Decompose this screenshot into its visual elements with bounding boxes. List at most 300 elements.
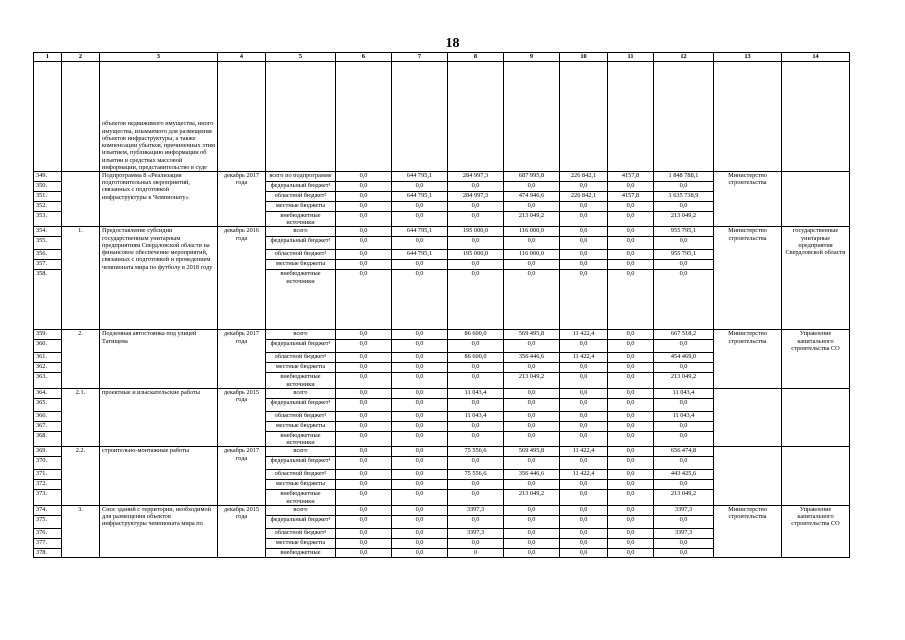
amount-cell: 0,0 bbox=[608, 431, 654, 446]
table-row bbox=[34, 388, 850, 398]
amount-cell: 0,0 bbox=[448, 480, 504, 490]
item-number: 2. bbox=[62, 330, 100, 388]
amount-cell: 0,0 bbox=[448, 431, 504, 446]
row-number: 374. bbox=[34, 505, 62, 515]
amount-cell: 213 049,2 bbox=[504, 212, 560, 227]
amount-cell: 0,0 bbox=[608, 528, 654, 538]
amount-cell: 0,0 bbox=[448, 398, 504, 411]
amount-cell: 0,0 bbox=[560, 373, 608, 388]
row-number: 376. bbox=[34, 528, 62, 538]
amount-cell: 0 bbox=[448, 548, 504, 557]
amount-cell: 0,0 bbox=[392, 260, 448, 270]
amount-cell: 0,0 bbox=[654, 237, 714, 250]
recipient bbox=[782, 447, 850, 505]
row-number: 365. bbox=[34, 398, 62, 411]
amount-cell: 11 422,4 bbox=[560, 470, 608, 480]
amount-cell: 0,0 bbox=[336, 548, 392, 557]
row-number: 373. bbox=[34, 490, 62, 505]
amount-cell: 644 795,1 bbox=[392, 227, 448, 237]
amount-cell: 0,0 bbox=[448, 515, 504, 528]
amount-cell: 0,0 bbox=[608, 490, 654, 505]
funding-source: всего bbox=[266, 388, 336, 398]
amount-cell: 0,0 bbox=[504, 340, 560, 353]
amount-cell: 0,0 bbox=[336, 363, 392, 373]
amount-cell: 356 446,6 bbox=[504, 470, 560, 480]
funding-source: всего bbox=[266, 227, 336, 237]
amount-cell: 0,0 bbox=[608, 548, 654, 557]
table-row bbox=[34, 172, 850, 182]
amount-cell: 0,0 bbox=[448, 212, 504, 227]
amount-cell: 0,0 bbox=[392, 212, 448, 227]
funding-source: федеральный бюджет¹ bbox=[266, 515, 336, 528]
amount-cell: 0,0 bbox=[560, 505, 608, 515]
funding-source: местные бюджеты bbox=[266, 202, 336, 212]
cell bbox=[62, 62, 100, 172]
row-number: 359. bbox=[34, 330, 62, 340]
amount-cell: 0,0 bbox=[448, 182, 504, 192]
col-header: 11 bbox=[608, 53, 654, 62]
amount-cell: 0,0 bbox=[448, 538, 504, 548]
amount-cell: 0,0 bbox=[608, 270, 654, 330]
amount-cell: 11 422,4 bbox=[560, 330, 608, 340]
amount-cell: 0,0 bbox=[608, 212, 654, 227]
amount-cell: 0,0 bbox=[336, 172, 392, 182]
amount-cell: 569 495,8 bbox=[504, 330, 560, 340]
amount-cell: 116 000,0 bbox=[504, 227, 560, 237]
header-row bbox=[34, 53, 850, 62]
cell bbox=[654, 62, 714, 172]
amount-cell: 0,0 bbox=[392, 411, 448, 421]
amount-cell: 0,0 bbox=[560, 270, 608, 330]
amount-cell: 0,0 bbox=[608, 470, 654, 480]
amount-cell: 0,0 bbox=[608, 515, 654, 528]
funding-source: местные бюджеты bbox=[266, 363, 336, 373]
amount-cell: 213 049,2 bbox=[654, 490, 714, 505]
responsible-executor: Министерство строительства bbox=[714, 330, 782, 388]
amount-cell: 0,0 bbox=[654, 548, 714, 557]
row-number: 367. bbox=[34, 421, 62, 431]
amount-cell: 3397,3 bbox=[448, 528, 504, 538]
col-header: 12 bbox=[654, 53, 714, 62]
amount-cell: 0,0 bbox=[448, 490, 504, 505]
amount-cell: 0,0 bbox=[504, 237, 560, 250]
funding-source: местные бюджеты bbox=[266, 260, 336, 270]
funding-source: областной бюджет² bbox=[266, 470, 336, 480]
funding-source: федеральный бюджет¹ bbox=[266, 398, 336, 411]
amount-cell: 0,0 bbox=[392, 505, 448, 515]
row-number: 372. bbox=[34, 480, 62, 490]
amount-cell: 0,0 bbox=[608, 260, 654, 270]
amount-cell: 0,0 bbox=[654, 340, 714, 353]
amount-cell: 0,0 bbox=[504, 505, 560, 515]
amount-cell: 0,0 bbox=[608, 447, 654, 457]
amount-cell: 0,0 bbox=[504, 528, 560, 538]
deadline: декабрь 2015 года bbox=[218, 388, 266, 446]
amount-cell: 0,0 bbox=[560, 480, 608, 490]
row-number: 362. bbox=[34, 363, 62, 373]
amount-cell: 0,0 bbox=[504, 411, 560, 421]
amount-cell: 0,0 bbox=[654, 363, 714, 373]
funding-source: областной бюджет² bbox=[266, 528, 336, 538]
row-number: 368. bbox=[34, 431, 62, 446]
amount-cell: 0,0 bbox=[504, 398, 560, 411]
col-header: 9 bbox=[504, 53, 560, 62]
amount-cell: 0,0 bbox=[336, 505, 392, 515]
amount-cell: 0,0 bbox=[392, 515, 448, 528]
col-header: 7 bbox=[392, 53, 448, 62]
amount-cell: 11 422,4 bbox=[560, 353, 608, 363]
col-header: 4 bbox=[218, 53, 266, 62]
amount-cell: 0,0 bbox=[336, 457, 392, 470]
amount-cell: 0,0 bbox=[654, 260, 714, 270]
program-table bbox=[33, 52, 850, 558]
amount-cell: 0,0 bbox=[608, 411, 654, 421]
amount-cell: 0,0 bbox=[392, 431, 448, 446]
row-number: 370. bbox=[34, 457, 62, 470]
amount-cell: 0,0 bbox=[608, 237, 654, 250]
amount-cell: 0,0 bbox=[392, 470, 448, 480]
amount-cell: 0,0 bbox=[560, 237, 608, 250]
amount-cell: 0,0 bbox=[654, 431, 714, 446]
amount-cell: 0,0 bbox=[560, 388, 608, 398]
recipient: государственные унитарные предприятия Свердловской области bbox=[782, 227, 850, 330]
amount-cell: 0,0 bbox=[392, 340, 448, 353]
amount-cell: 0,0 bbox=[560, 490, 608, 505]
amount-cell: 0,0 bbox=[392, 457, 448, 470]
continuation-row bbox=[34, 62, 850, 172]
deadline: декабрь 2015 года bbox=[218, 505, 266, 557]
amount-cell: 0,0 bbox=[654, 182, 714, 192]
amount-cell: 1 635 738,9 bbox=[654, 192, 714, 202]
amount-cell: 656 474,8 bbox=[654, 447, 714, 457]
amount-cell: 0,0 bbox=[504, 457, 560, 470]
amount-cell: 0,0 bbox=[560, 250, 608, 260]
amount-cell: 0,0 bbox=[608, 373, 654, 388]
amount-cell: 0,0 bbox=[336, 421, 392, 431]
row-number: 366. bbox=[34, 411, 62, 421]
amount-cell: 0,0 bbox=[608, 330, 654, 340]
amount-cell: 0,0 bbox=[608, 227, 654, 237]
row-number: 351. bbox=[34, 192, 62, 202]
amount-cell: 644 795,1 bbox=[392, 172, 448, 182]
amount-cell: 0,0 bbox=[336, 470, 392, 480]
table-row bbox=[34, 505, 850, 515]
amount-cell: 0,0 bbox=[504, 388, 560, 398]
amount-cell: 0,0 bbox=[392, 363, 448, 373]
amount-cell: 0,0 bbox=[504, 260, 560, 270]
amount-cell: 955 795,1 bbox=[654, 227, 714, 237]
amount-cell: 0,0 bbox=[336, 411, 392, 421]
col-header: 13 bbox=[714, 53, 782, 62]
row-number: 377. bbox=[34, 538, 62, 548]
amount-cell: 4157,8 bbox=[608, 172, 654, 182]
amount-cell: 0,0 bbox=[336, 192, 392, 202]
responsible-executor: Министерство строительства bbox=[714, 227, 782, 330]
col-header: 2 bbox=[62, 53, 100, 62]
amount-cell: 0,0 bbox=[336, 202, 392, 212]
amount-cell: 0,0 bbox=[560, 528, 608, 538]
amount-cell: 0,0 bbox=[560, 548, 608, 557]
amount-cell: 0,0 bbox=[608, 505, 654, 515]
amount-cell: 0,0 bbox=[392, 202, 448, 212]
cell bbox=[608, 62, 654, 172]
item-name: Предоставление субсидии государственным унитарным предприятиям Свердловской области на финансовое обеспечение мероприятий, связанных с подготовкой и проведением чемпионата мира по футболу в 2018 году bbox=[100, 227, 218, 330]
funding-source: федеральный бюджет¹ bbox=[266, 340, 336, 353]
amount-cell: 213 049,2 bbox=[654, 373, 714, 388]
responsible-executor: Министерство строительства bbox=[714, 172, 782, 227]
amount-cell: 0,0 bbox=[608, 398, 654, 411]
cell bbox=[504, 62, 560, 172]
funding-source: областной бюджет² bbox=[266, 192, 336, 202]
col-header: 5 bbox=[266, 53, 336, 62]
amount-cell: 0,0 bbox=[560, 340, 608, 353]
row-number: 378. bbox=[34, 548, 62, 557]
amount-cell: 0,0 bbox=[504, 182, 560, 192]
amount-cell: 0,0 bbox=[560, 363, 608, 373]
item-number: 3. bbox=[62, 505, 100, 557]
amount-cell: 0,0 bbox=[336, 212, 392, 227]
amount-cell: 3397,3 bbox=[654, 528, 714, 538]
amount-cell: 0,0 bbox=[560, 202, 608, 212]
amount-cell: 0,0 bbox=[448, 270, 504, 330]
funding-source: внебюджетные источники bbox=[266, 373, 336, 388]
cell bbox=[782, 62, 850, 172]
col-header: 1 bbox=[34, 53, 62, 62]
item-number: 1. bbox=[62, 227, 100, 330]
amount-cell: 0,0 bbox=[504, 538, 560, 548]
amount-cell: 0,0 bbox=[336, 480, 392, 490]
amount-cell: 0,0 bbox=[336, 515, 392, 528]
col-header: 6 bbox=[336, 53, 392, 62]
amount-cell: 0,0 bbox=[448, 202, 504, 212]
cell bbox=[448, 62, 504, 172]
funding-source: внебюджетные источники bbox=[266, 431, 336, 446]
amount-cell: 195 000,0 bbox=[448, 250, 504, 260]
amount-cell: 0,0 bbox=[654, 480, 714, 490]
amount-cell: 11 043,4 bbox=[448, 411, 504, 421]
amount-cell: 0,0 bbox=[608, 363, 654, 373]
recipient: Управление капитального строительства СО bbox=[782, 505, 850, 557]
amount-cell: 0,0 bbox=[504, 421, 560, 431]
funding-source: всего bbox=[266, 447, 336, 457]
responsible-executor bbox=[714, 447, 782, 505]
amount-cell: 0,0 bbox=[336, 270, 392, 330]
amount-cell: 0,0 bbox=[560, 398, 608, 411]
amount-cell: 0,0 bbox=[336, 260, 392, 270]
amount-cell: 0,0 bbox=[560, 431, 608, 446]
amount-cell: 569 495,8 bbox=[504, 447, 560, 457]
funding-source: внебюджетные источники bbox=[266, 490, 336, 505]
cell bbox=[266, 62, 336, 172]
deadline: декабрь 2017 года bbox=[218, 330, 266, 388]
amount-cell: 0,0 bbox=[392, 490, 448, 505]
amount-cell: 0,0 bbox=[560, 457, 608, 470]
amount-cell: 0,0 bbox=[392, 528, 448, 538]
page-number: 18 bbox=[445, 36, 460, 51]
amount-cell: 0,0 bbox=[336, 182, 392, 192]
amount-cell: 0,0 bbox=[608, 340, 654, 353]
amount-cell: 0,0 bbox=[560, 212, 608, 227]
row-number: 350. bbox=[34, 182, 62, 192]
amount-cell: 0,0 bbox=[336, 237, 392, 250]
row-number: 349. bbox=[34, 172, 62, 182]
row-number: 355. bbox=[34, 237, 62, 250]
row-number: 360. bbox=[34, 340, 62, 353]
amount-cell: 644 795,1 bbox=[392, 192, 448, 202]
recipient: Управление капитального строительства СО bbox=[782, 330, 850, 388]
funding-source: всего bbox=[266, 505, 336, 515]
amount-cell: 0,0 bbox=[448, 363, 504, 373]
row-number: 356. bbox=[34, 250, 62, 260]
amount-cell: 0,0 bbox=[654, 538, 714, 548]
amount-cell: 213 049,2 bbox=[654, 212, 714, 227]
col-header: 3 bbox=[100, 53, 218, 62]
amount-cell: 0,0 bbox=[560, 227, 608, 237]
cell bbox=[34, 62, 62, 172]
amount-cell: 0,0 bbox=[654, 202, 714, 212]
amount-cell: 86 600,0 bbox=[448, 330, 504, 340]
amount-cell: 474 946,6 bbox=[504, 192, 560, 202]
col-header: 10 bbox=[560, 53, 608, 62]
amount-cell: 0,0 bbox=[608, 388, 654, 398]
amount-cell: 0,0 bbox=[504, 515, 560, 528]
amount-cell: 0,0 bbox=[504, 202, 560, 212]
amount-cell: 0,0 bbox=[336, 340, 392, 353]
amount-cell: 0,0 bbox=[392, 447, 448, 457]
amount-cell: 0,0 bbox=[608, 457, 654, 470]
amount-cell: 0,0 bbox=[336, 330, 392, 340]
amount-cell: 0,0 bbox=[654, 421, 714, 431]
funding-source: внебюджетные bbox=[266, 548, 336, 557]
amount-cell: 0,0 bbox=[504, 363, 560, 373]
cell bbox=[218, 62, 266, 172]
amount-cell: 0,0 bbox=[448, 237, 504, 250]
amount-cell: 443 425,6 bbox=[654, 470, 714, 480]
amount-cell: 11 422,4 bbox=[560, 447, 608, 457]
row-number: 353. bbox=[34, 212, 62, 227]
amount-cell: 0,0 bbox=[560, 411, 608, 421]
cell bbox=[560, 62, 608, 172]
col-header: 8 bbox=[448, 53, 504, 62]
amount-cell: 0,0 bbox=[504, 480, 560, 490]
amount-cell: 0,0 bbox=[336, 373, 392, 388]
amount-cell: 0,0 bbox=[336, 431, 392, 446]
funding-source: внебюджетные источники bbox=[266, 270, 336, 330]
amount-cell: 226 842,1 bbox=[560, 172, 608, 182]
row-number: 363. bbox=[34, 373, 62, 388]
recipient bbox=[782, 172, 850, 227]
responsible-executor: Министерство строительства bbox=[714, 505, 782, 557]
amount-cell: 0,0 bbox=[448, 373, 504, 388]
cell bbox=[714, 62, 782, 172]
amount-cell: 0,0 bbox=[654, 270, 714, 330]
amount-cell: 284 997,3 bbox=[448, 172, 504, 182]
item-name: Подземная автостоянка под улицей Татищева bbox=[100, 330, 218, 388]
amount-cell: 0,0 bbox=[608, 538, 654, 548]
row-number: 364. bbox=[34, 388, 62, 398]
amount-cell: 86 600,0 bbox=[448, 353, 504, 363]
amount-cell: 75 556,6 bbox=[448, 470, 504, 480]
amount-cell: 0,0 bbox=[392, 548, 448, 557]
amount-cell: 11 043,4 bbox=[654, 411, 714, 421]
amount-cell: 0,0 bbox=[392, 270, 448, 330]
row-number: 352. bbox=[34, 202, 62, 212]
amount-cell: 3397,3 bbox=[654, 505, 714, 515]
amount-cell: 75 556,6 bbox=[448, 447, 504, 457]
funding-source: областной бюджет² bbox=[266, 411, 336, 421]
funding-source: областной бюджет² bbox=[266, 250, 336, 260]
item-name: Снос зданий с территории, необходимой для размещения объектов инфраструктуры чемпионата мира по bbox=[100, 505, 218, 557]
table-row bbox=[34, 330, 850, 340]
amount-cell: 195 000,0 bbox=[448, 227, 504, 237]
row-number: 361. bbox=[34, 353, 62, 363]
funding-source: всего по подпрограмме bbox=[266, 172, 336, 182]
amount-cell: 0,0 bbox=[448, 457, 504, 470]
amount-cell: 0,0 bbox=[504, 548, 560, 557]
amount-cell: 0,0 bbox=[392, 538, 448, 548]
amount-cell: 0,0 bbox=[336, 227, 392, 237]
amount-cell: 0,0 bbox=[560, 260, 608, 270]
row-number: 357. bbox=[34, 260, 62, 270]
amount-cell: 0,0 bbox=[560, 515, 608, 528]
recipient bbox=[782, 388, 850, 446]
amount-cell: 0,0 bbox=[560, 182, 608, 192]
row-number: 375. bbox=[34, 515, 62, 528]
amount-cell: 0,0 bbox=[336, 353, 392, 363]
responsible-executor bbox=[714, 388, 782, 446]
amount-cell: 667 518,2 bbox=[654, 330, 714, 340]
amount-cell: 0,0 bbox=[336, 528, 392, 538]
amount-cell: 0,0 bbox=[448, 260, 504, 270]
item-number bbox=[62, 172, 100, 227]
amount-cell: 116 000,0 bbox=[504, 250, 560, 260]
row-number: 358. bbox=[34, 270, 62, 330]
amount-cell: 356 446,6 bbox=[504, 353, 560, 363]
item-number: 2.1. bbox=[62, 388, 100, 446]
amount-cell: 11 043,4 bbox=[654, 388, 714, 398]
amount-cell: 0,0 bbox=[392, 237, 448, 250]
amount-cell: 955 795,1 bbox=[654, 250, 714, 260]
amount-cell: 0,0 bbox=[608, 250, 654, 260]
funding-source: местные бюджеты bbox=[266, 538, 336, 548]
funding-source: местные бюджеты bbox=[266, 480, 336, 490]
amount-cell: 0,0 bbox=[654, 398, 714, 411]
continuation-text: объектов недвижимого имущества, иного имущества, изымаемого для размещения объектов инфраструктуры, а также компенсации убытков, причиненных этим изъятием, публикацию информации об изъятии в средствах массовой информации, представительство в суде bbox=[100, 62, 218, 172]
amount-cell: 0,0 bbox=[336, 398, 392, 411]
amount-cell: 226 842,1 bbox=[560, 192, 608, 202]
funding-source: федеральный бюджет¹ bbox=[266, 182, 336, 192]
item-number: 2.2. bbox=[62, 447, 100, 505]
amount-cell: 0,0 bbox=[608, 480, 654, 490]
deadline: декабрь 2017 года bbox=[218, 172, 266, 227]
amount-cell: 0,0 bbox=[392, 398, 448, 411]
amount-cell: 644 795,1 bbox=[392, 250, 448, 260]
col-header: 14 bbox=[782, 53, 850, 62]
amount-cell: 0,0 bbox=[392, 388, 448, 398]
amount-cell: 0,0 bbox=[560, 538, 608, 548]
amount-cell: 0,0 bbox=[654, 515, 714, 528]
cell bbox=[336, 62, 392, 172]
amount-cell: 0,0 bbox=[336, 447, 392, 457]
amount-cell: 0,0 bbox=[392, 480, 448, 490]
amount-cell: 0,0 bbox=[448, 421, 504, 431]
amount-cell: 4157,8 bbox=[608, 192, 654, 202]
amount-cell: 0,0 bbox=[336, 388, 392, 398]
funding-source: внебюджетные источники bbox=[266, 212, 336, 227]
amount-cell: 0,0 bbox=[608, 182, 654, 192]
amount-cell: 0,0 bbox=[504, 270, 560, 330]
item-name: строительно-монтажные работы bbox=[100, 447, 218, 505]
